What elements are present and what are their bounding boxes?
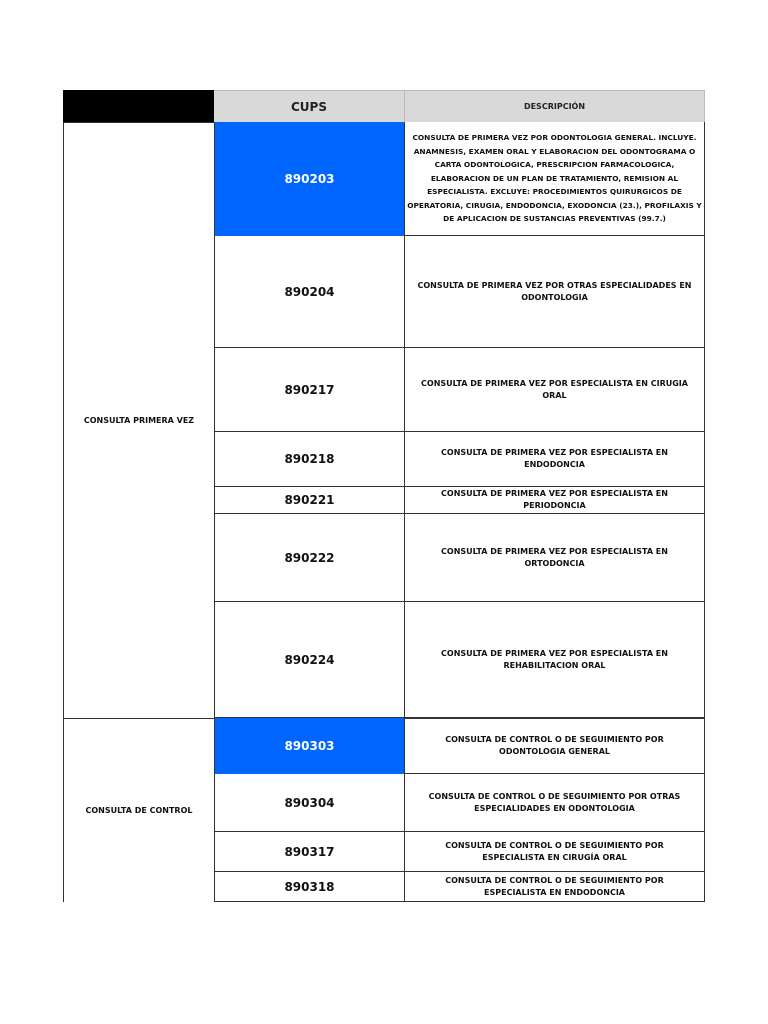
- description-cell: [404, 602, 705, 718]
- description-cell: [404, 774, 705, 832]
- description-text: CONSULTA DE PRIMERA VEZ POR ODONTOLOGIA GENERAL. INCLUYE. ANAMNESIS, EXAMEN ORAL Y ELABORACION DEL ODONTOGRAMA O CARTA ODONTOLOGICA, PRESCRIPCION FARMACOLOGICA, ELABORACION DE UN PLAN DE TRATAMIENTO, REMISION AL ESPECIALISTA. EXCLUYE: PROCEDIMIENTOS QUIRURGICOS DE OPERATORIA, CIRUGIA, ENDODONCIA, EXODONCIA (23.), PROFILAXIS Y DE APLICACION DE SUSTANCIAS PREVENTIVAS (99.7.): [407, 133, 702, 224]
- description-text: CONSULTA DE PRIMERA VEZ POR ESPECIALISTA EN ENDODONCIA: [441, 448, 668, 469]
- description-text: CONSULTA DE CONTROL O DE SEGUIMIENTO POR ESPECIALISTA EN ENDODONCIA: [445, 875, 664, 897]
- header-cups: CUPS: [214, 90, 404, 122]
- group-consulta-primera-vez: CONSULTA PRIMERA VEZ: [63, 122, 214, 718]
- description-text: CONSULTA DE PRIMERA VEZ POR ESPECIALISTA EN PERIODONCIA: [441, 489, 668, 510]
- description-text: CONSULTA DE CONTROL O DE SEGUIMIENTO POR ESPECIALISTA EN CIRUGÍA ORAL: [445, 840, 664, 862]
- cups-code-cell: 890317: [214, 832, 404, 872]
- description-text: CONSULTA DE PRIMERA VEZ POR ESPECIALISTA EN REHABILITACION ORAL: [441, 648, 668, 670]
- description-text: CONSULTA DE PRIMERA VEZ POR ESPECIALISTA EN ORTODONCIA: [441, 546, 668, 568]
- cups-code-cell: 890224: [214, 602, 404, 718]
- description-cell: [404, 348, 705, 432]
- cups-code-cell: 890222: [214, 514, 404, 602]
- group-consulta-de-control: CONSULTA DE CONTROL: [63, 718, 214, 902]
- header-corner: [63, 90, 214, 122]
- description-cell: [404, 514, 705, 602]
- description-cell: [404, 432, 705, 487]
- cups-code-cell: 890221: [214, 487, 404, 514]
- description-cell: [404, 236, 705, 348]
- cups-code-cell: 890204: [214, 236, 404, 348]
- cups-code-cell: 890217: [214, 348, 404, 432]
- header-descripcion: DESCRIPCIÓN: [404, 90, 705, 122]
- description-cell: [404, 122, 705, 236]
- description-text: CONSULTA DE CONTROL O DE SEGUIMIENTO POR ODONTOLOGIA GENERAL: [445, 735, 664, 756]
- description-text: CONSULTA DE CONTROL O DE SEGUIMIENTO POR OTRAS ESPECIALIDADES EN ODONTOLOGIA: [428, 791, 681, 813]
- description-cell: [404, 832, 705, 872]
- description-text: CONSULTA DE PRIMERA VEZ POR ESPECIALISTA EN CIRUGIA ORAL: [421, 378, 688, 400]
- cups-code-cell: 890304: [214, 774, 404, 832]
- description-cell: [404, 872, 705, 902]
- cups-code-cell: 890203: [214, 122, 404, 236]
- cups-code-cell: 890318: [214, 872, 404, 902]
- description-cell: [404, 487, 705, 514]
- description-cell: [404, 718, 705, 774]
- description-text: CONSULTA DE PRIMERA VEZ POR OTRAS ESPECIALIDADES EN ODONTOLOGIA: [417, 280, 692, 302]
- cups-code-cell: 890218: [214, 432, 404, 487]
- cups-code-cell: 890303: [214, 718, 404, 774]
